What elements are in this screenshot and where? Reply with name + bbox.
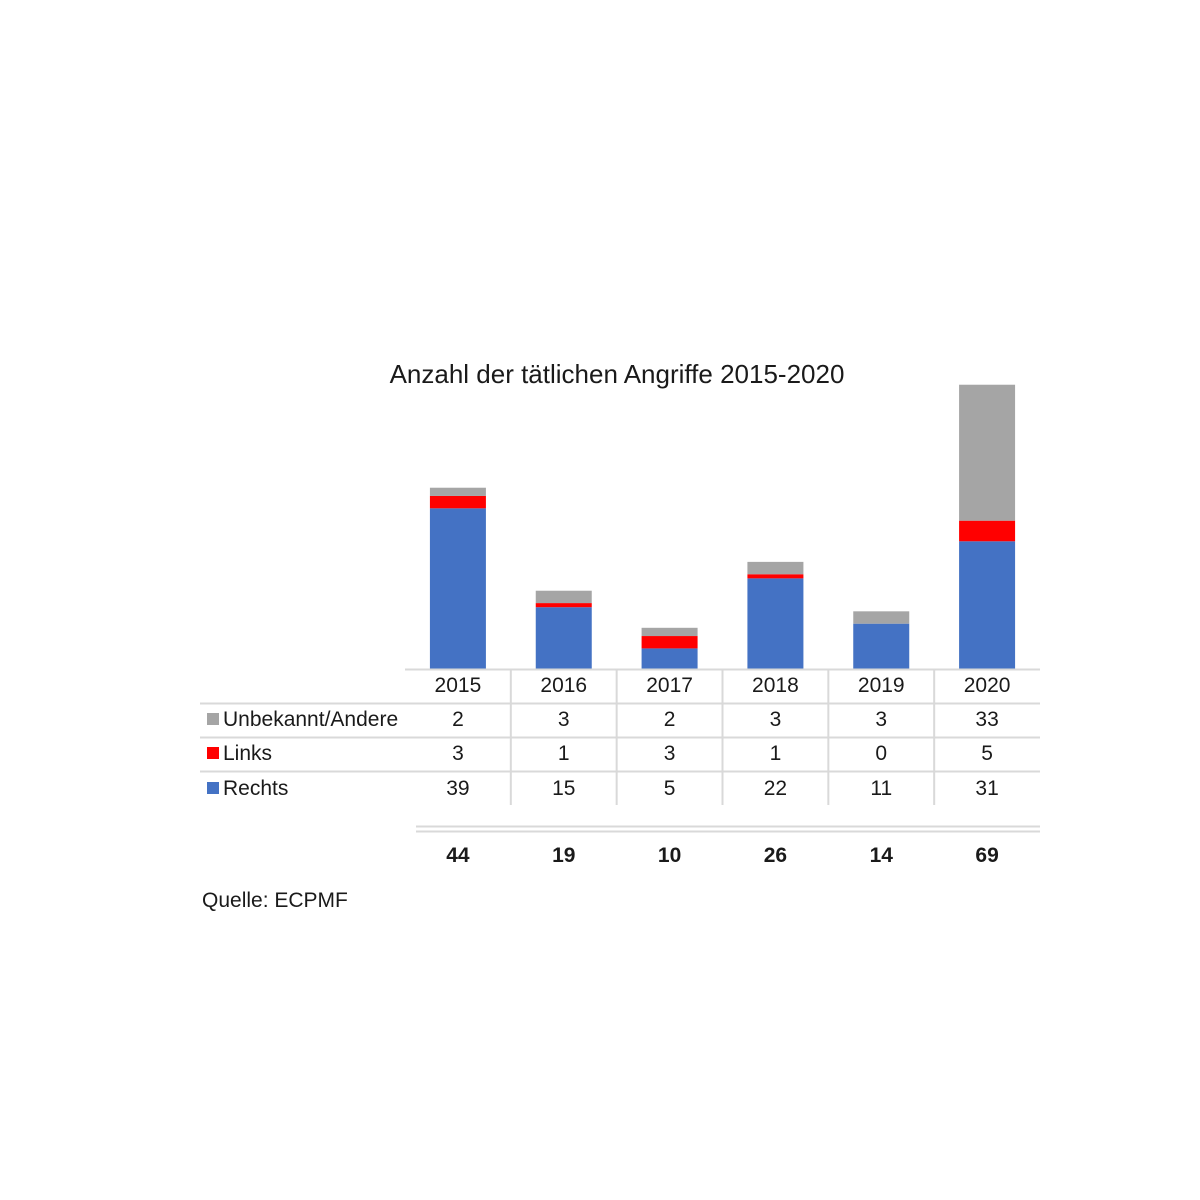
source-note: Quelle: ECPMF	[202, 889, 348, 912]
legend-key-links	[207, 747, 219, 759]
bar-links-2016	[536, 603, 592, 607]
bar-unbekannt-andere-2020	[959, 385, 1015, 521]
bar-links-2020	[959, 521, 1015, 542]
bar-unbekannt-andere-2017	[642, 628, 698, 636]
total-value: 14	[869, 844, 893, 867]
table-cell: 3	[557, 708, 570, 731]
x-tick-label: 2017	[646, 674, 693, 697]
table-cell: 0	[875, 742, 888, 765]
table-cell: 22	[763, 777, 788, 800]
data-table	[200, 669, 1040, 867]
table-cell: 5	[981, 742, 993, 765]
legend-label: Unbekannt/Andere	[223, 708, 399, 731]
total-value: 19	[552, 844, 576, 867]
x-tick-label: 2018	[752, 674, 799, 697]
table-cell: 3	[663, 742, 676, 765]
total-value: 44	[446, 844, 470, 867]
bar-rechts-2015	[430, 508, 486, 669]
table-cell: 5	[663, 777, 676, 800]
x-tick-label: 2020	[963, 674, 1011, 697]
table-cell: 31	[975, 777, 999, 800]
legend-key-unbekannt-andere	[207, 713, 219, 725]
legend-key-rechts	[207, 782, 219, 794]
bar-links-2015	[430, 496, 486, 508]
bar-rechts-2019	[853, 624, 909, 669]
total-value: 26	[763, 844, 788, 867]
table-cell: 3	[452, 742, 464, 765]
table-cell: 1	[769, 742, 782, 765]
table-cell: 33	[975, 708, 999, 731]
table-cell: 39	[446, 777, 470, 800]
bar-rechts-2020	[959, 541, 1015, 669]
chart-title: Anzahl der tätlichen Angriffe 2015-2020	[389, 359, 845, 389]
bar-links-2017	[642, 636, 698, 648]
table-cell: 15	[552, 777, 576, 800]
table-cell: 11	[870, 777, 893, 800]
table-cell: 1	[557, 742, 570, 765]
total-value: 69	[975, 844, 999, 867]
bar-links-2018	[747, 574, 803, 578]
table-cell: 3	[769, 708, 782, 731]
x-tick-label: 2016	[540, 674, 588, 697]
table-cell: 2	[663, 708, 676, 731]
bar-unbekannt-andere-2016	[536, 591, 592, 603]
legend-label: Links	[223, 742, 273, 765]
table-cell: 2	[452, 708, 464, 731]
bar-unbekannt-andere-2015	[430, 488, 486, 496]
total-value: 10	[657, 844, 682, 867]
bars-group	[430, 385, 1015, 669]
bar-unbekannt-andere-2018	[747, 562, 803, 574]
x-tick-label: 2015	[434, 674, 482, 697]
bar-rechts-2017	[642, 648, 698, 669]
bar-rechts-2018	[747, 578, 803, 669]
x-tick-label: 2019	[857, 674, 905, 697]
bar-rechts-2016	[536, 607, 592, 669]
bar-unbekannt-andere-2019	[853, 611, 909, 623]
legend-label: Rechts	[223, 777, 289, 800]
table-cell: 3	[875, 708, 888, 731]
